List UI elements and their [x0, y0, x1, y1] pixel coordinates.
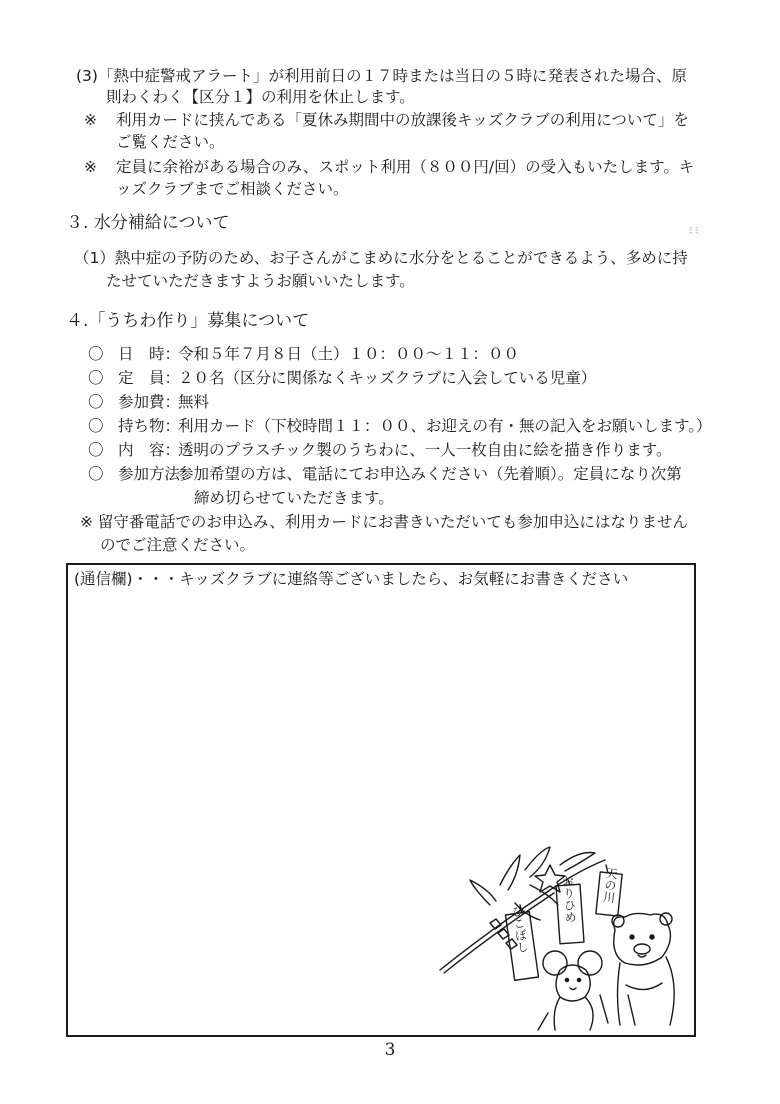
event-row-fee: [88, 392, 728, 414]
event-row-date: [88, 344, 728, 366]
item3-line2: 則わくわく【区分１】の利用を休止します。: [106, 88, 415, 106]
note1-line1: 利用カードに挟んである「夏休み期間中の放課後キッズクラブの利用について」を: [116, 111, 689, 129]
tag-hikoboshi: ひこぼし: [509, 904, 530, 954]
circle-bullet-icon: 〇: [88, 417, 104, 435]
circle-bullet-icon: 〇: [88, 393, 104, 411]
event-row-belongings: [88, 416, 728, 438]
circle-bullet-icon: 〇: [88, 369, 104, 387]
event-value: 参加希望の方は、電話にてお申込みください（先着順）。定員になり次第: [178, 465, 682, 483]
event-value: ２０名（区分に関係なくキッズクラブに入会している児童）: [178, 369, 597, 387]
tag-amanogawa: 天の川: [601, 866, 619, 904]
note1-line2: ご覧ください。: [116, 133, 225, 151]
stamp-mark: ﾐﾐ: [688, 226, 700, 237]
event-value: 透明のプラスチック製のうちわに、一人一枚自由に絵を描き作ります。: [178, 441, 672, 459]
event-label: 内 容：: [118, 441, 181, 459]
note2-line1: 定員に余裕がある場合のみ、スポット利用（８００円/回）の受入もいたします。キ: [116, 158, 695, 176]
event-value: 令和５年７月８日（土）１０：００～１１：００: [178, 345, 520, 363]
tanabata-illustration: [430, 845, 695, 1035]
section4-note-line2: のでご注意ください。: [100, 536, 256, 554]
circle-bullet-icon: 〇: [88, 465, 104, 483]
event-label: 参加方法：: [118, 465, 196, 483]
event-value: 無料: [178, 393, 210, 411]
note-mark: ※: [84, 111, 97, 129]
method-line2: 締め切らせていただきます。: [194, 489, 394, 507]
event-row-capacity: [88, 368, 728, 390]
event-label: 日 時：: [118, 345, 181, 363]
event-label: 定 員：: [118, 369, 181, 387]
circle-bullet-icon: 〇: [88, 345, 104, 363]
note-mark: ※: [84, 158, 97, 176]
section4-heading: ４.「うちわ作り」募集について: [66, 311, 310, 331]
event-label: 持ち物：: [118, 417, 181, 435]
section4-note-line1: ※ 留守番電話でのお申込み、利用カードにお書きいただいても参加申込にはなりません: [80, 513, 688, 531]
event-label: 参加費：: [118, 393, 181, 411]
section3-item1-line2: たせていただきますようお願いいたします。: [106, 272, 415, 290]
circle-bullet-icon: 〇: [88, 441, 104, 459]
page-number: 3: [384, 1040, 396, 1060]
section3-item1-line1: （1）熱中症の予防のため、お子さんがこまめに水分をとることができるよう、多めに持: [74, 249, 688, 267]
section3-heading: ３. 水分補給について: [66, 213, 230, 233]
event-row-method: [88, 464, 728, 486]
event-row-content: [88, 440, 728, 462]
note2-line2: ッズクラブまでご相談ください。: [116, 180, 349, 198]
tag-orihime: おりひめ: [560, 874, 578, 924]
notice-box-label: (通信欄)・・・キッズクラブに連絡等ございましたら、お気軽にお書きください: [74, 570, 629, 588]
item3-line1: (3)「熱中症警戒アラート」が利用前日の１７時または当日の５時に発表された場合、原: [76, 67, 687, 85]
event-value: 利用カード（下校時間１１：００、お迎えの有・無の記入をお願いします。）: [178, 417, 712, 435]
